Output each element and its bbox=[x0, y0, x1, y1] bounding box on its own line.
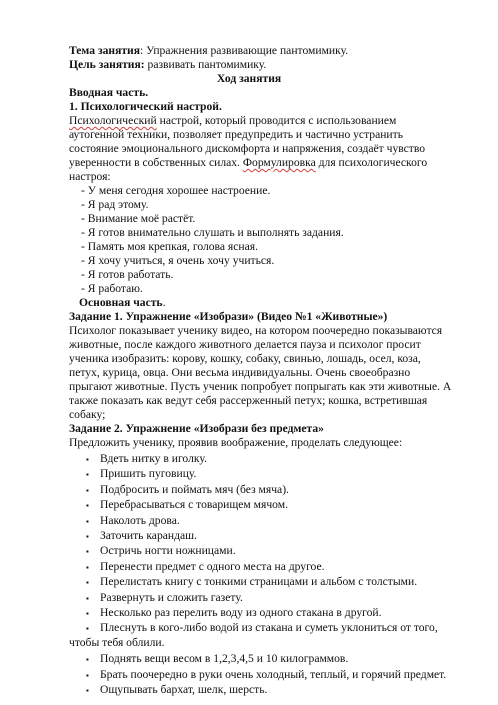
spellcheck-word: Психологический bbox=[69, 114, 157, 127]
intro-text: уверенности в собственных силах. bbox=[69, 156, 243, 169]
task2-item: Ощупывать бархат, шелк, шерсть. bbox=[100, 683, 268, 696]
topic-label: Тема занятия bbox=[69, 44, 141, 57]
intro-paragraph-line: настроя: bbox=[69, 170, 111, 183]
task2-item: Развернуть и сложить газету. bbox=[100, 590, 243, 604]
bullet-marker: ▪ bbox=[86, 670, 89, 680]
goal-line bbox=[69, 58, 266, 73]
task1-line: Психолог показывает ученику видео, на котором поочередно показываются bbox=[69, 324, 443, 337]
main-heading-line bbox=[79, 296, 165, 311]
intro-paragraph-line: состояние эмоционального дискомфорта и напряжения, создаёт чувство bbox=[69, 142, 426, 155]
mood-line: - У меня сегодня хорошее настроение. bbox=[81, 184, 271, 197]
task2-item: Остричь ногти ножницами. bbox=[100, 544, 236, 558]
bullet-marker: ▪ bbox=[86, 578, 89, 588]
task2-item: Перебрасываться с товарищем мячом. bbox=[100, 498, 288, 512]
bullet-marker: ▪ bbox=[86, 485, 89, 495]
task2-intro: Предложить ученику, проявив воображение, проделать следующее: bbox=[69, 436, 403, 449]
bullet-marker: ▪ bbox=[86, 455, 89, 464]
task1-line: прыгают животные. Пусть ученик попробует попрыгать как эти животные. А bbox=[69, 380, 452, 393]
task2-item: Перенести предмет с одного места на другое. bbox=[100, 559, 325, 573]
mood-line: - Я хочу учиться, я очень хочу учиться. bbox=[81, 254, 275, 267]
mood-line: - Я готов внимательно слушать и выполнять задания. bbox=[81, 226, 344, 239]
task2-title: Задание 2. Упражнение «Изобрази без предмета» bbox=[69, 422, 324, 435]
task2-item: Несколько раз перелить воду из одного стакана в другой. bbox=[100, 606, 382, 619]
intro-subheading: 1. Психологический настрой. bbox=[69, 100, 222, 113]
bullet-marker: ▪ bbox=[86, 655, 89, 665]
topic-text: : Упражнения развивающие пантомимику. bbox=[140, 44, 349, 57]
course-title: Ход занятия bbox=[216, 72, 282, 85]
intro-paragraph-line bbox=[69, 114, 396, 129]
bullet-marker: ▪ bbox=[86, 470, 89, 480]
task1-title: Задание 1. Упражнение «Изобрази» (Видео №1 «Животные») bbox=[69, 310, 388, 323]
mood-line: - Внимание моё растёт. bbox=[81, 212, 196, 225]
mood-line: - Память моя крепкая, голова ясная. bbox=[81, 240, 258, 253]
bullet-marker: ▪ bbox=[86, 516, 89, 526]
task2-item: Поднять вещи весом в 1,2,3,4,5 и 10 килограммов. bbox=[100, 652, 349, 666]
intro-paragraph-line bbox=[69, 156, 427, 171]
task1-line: петух, курица, овца. Они весьма индивидуальны. Очень своеобразно bbox=[69, 366, 411, 379]
bullet-marker: ▪ bbox=[86, 501, 89, 511]
bullet-marker: ▪ bbox=[86, 593, 89, 603]
task1-line: собаку; bbox=[69, 408, 106, 421]
task2-item: Заточить карандаш. bbox=[100, 529, 197, 542]
spellcheck-word: Формулировка bbox=[242, 156, 316, 169]
task2-item: Пришить пуговицу. bbox=[100, 467, 197, 481]
intro-heading: Вводная часть. bbox=[69, 86, 149, 99]
bullet-marker: ▪ bbox=[86, 624, 89, 634]
main-heading: Основная часть bbox=[79, 296, 163, 309]
bullet-marker: ▪ bbox=[86, 686, 89, 695]
bullet-marker: ▪ bbox=[86, 609, 89, 618]
goal-text: развивать пантомимику. bbox=[144, 58, 267, 71]
main-heading-dot: . bbox=[162, 296, 166, 309]
bullet-marker: ▪ bbox=[86, 532, 89, 541]
task2-item: Перелистать книгу с тонкими страницами и альбом с толстыми. bbox=[100, 575, 418, 589]
task1-line: также показать как ведут себя рассерженный петух; кошка, встретившая bbox=[69, 394, 428, 407]
task1-line: ученика изобразить: корову, кошку, собаку, свинью, лошадь, осел, коза, bbox=[69, 352, 421, 365]
intro-text: для психологического bbox=[315, 156, 428, 169]
mood-line: - Я рад этому. bbox=[81, 198, 149, 211]
task2-item: Подбросить и поймать мяч (без мяча). bbox=[100, 482, 289, 496]
task2-item: Вдеть нитку в иголку. bbox=[100, 452, 207, 465]
bullet-marker: ▪ bbox=[86, 547, 89, 557]
topic-line bbox=[69, 44, 348, 59]
task2-item: Брать поочередно в руки очень холодный, теплый, и горячий предмет. bbox=[100, 667, 447, 681]
task1-line: животные, после каждого животного делается пауза и психолог просит bbox=[69, 338, 421, 351]
intro-text: настрой, который проводится с использованием bbox=[156, 114, 397, 127]
task2-item: Наколоть дрова. bbox=[100, 513, 180, 527]
mood-line: - Я готов работать. bbox=[81, 268, 174, 281]
bullet-marker: ▪ bbox=[86, 562, 89, 572]
task2-item-continuation: чтобы тебя облили. bbox=[69, 635, 165, 649]
mood-line: - Я работаю. bbox=[81, 282, 143, 295]
task2-item: Плеснуть в кого-либо водой из стакана и суметь уклониться от того, bbox=[100, 621, 438, 635]
intro-paragraph-line: аутогенной техники, позволяет предупредить и частично устранить bbox=[69, 128, 403, 141]
goal-label: Цель занятия: bbox=[69, 58, 145, 71]
